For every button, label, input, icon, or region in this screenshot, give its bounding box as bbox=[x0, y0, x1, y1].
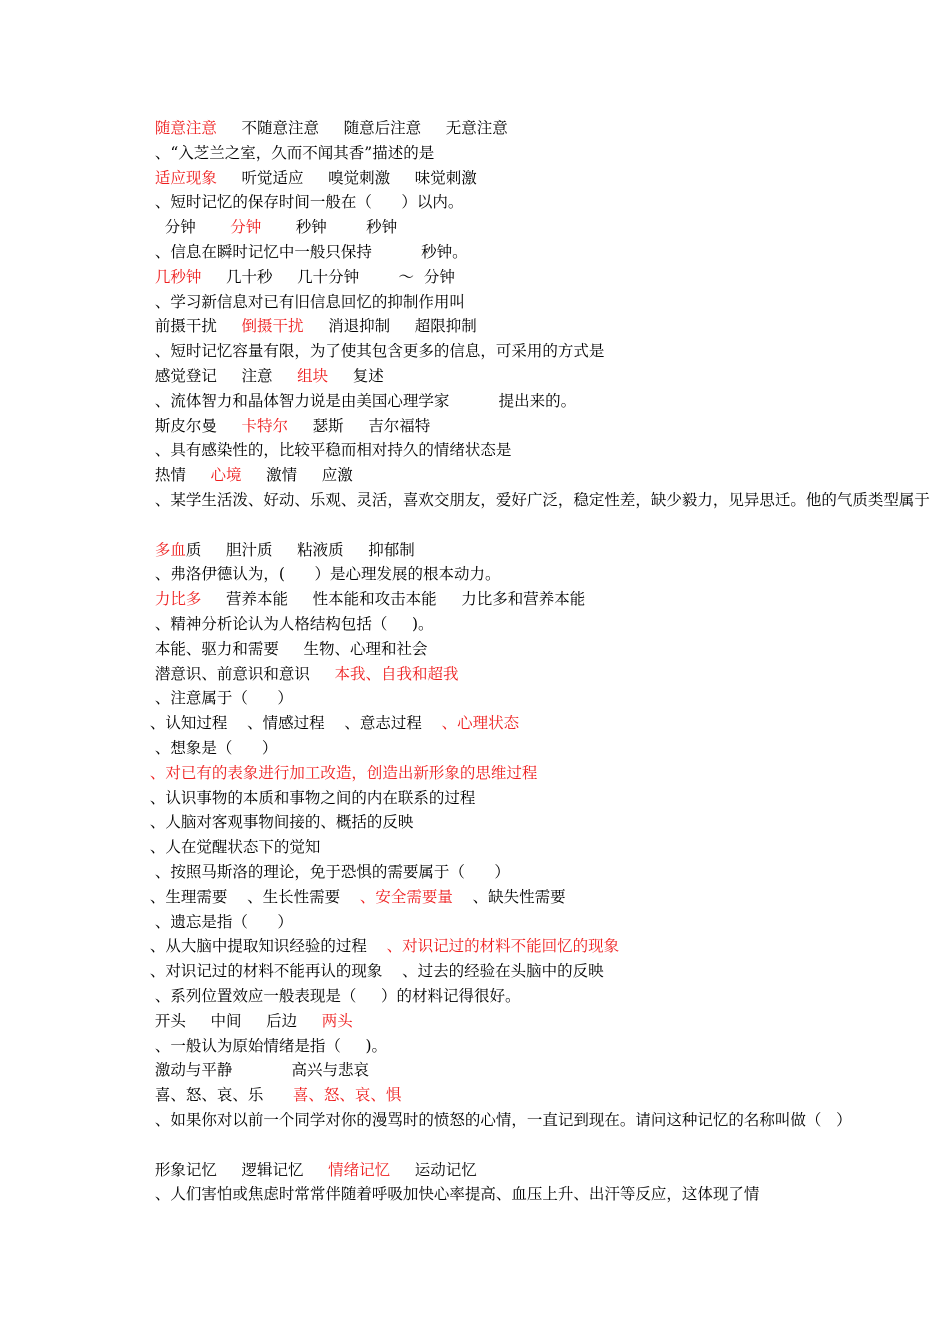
text-segment: 、“入芝兰之室，久而不闻其香”描述的是 bbox=[145, 143, 435, 162]
highlighted-answer: 情绪记忆 bbox=[328, 1160, 391, 1179]
text-segment: 潜意识、前意识和意识 bbox=[145, 664, 335, 683]
highlighted-answer: 卡特尔 bbox=[241, 416, 289, 435]
highlighted-answer: 适应现象 bbox=[145, 168, 217, 187]
text-segment: 、认识事物的本质和事物之间的内在联系的过程 bbox=[145, 788, 476, 807]
text-segment: 、人脑对客观事物间接的、概括的反映 bbox=[145, 813, 414, 832]
text-line bbox=[145, 414, 810, 439]
text-line bbox=[145, 314, 810, 339]
text-segment: 营养本能 性本能和攻击本能 力比多和营养本能 bbox=[201, 590, 586, 609]
text-line bbox=[145, 240, 810, 265]
text-segment: 前摄干扰 bbox=[145, 317, 242, 336]
text-line bbox=[145, 910, 810, 935]
text-line bbox=[145, 934, 810, 959]
highlighted-answer: 喜、怒、哀、惧 bbox=[292, 1086, 402, 1105]
text-line bbox=[145, 562, 810, 587]
text-segment: 运动记忆 bbox=[390, 1160, 477, 1179]
text-line bbox=[145, 166, 810, 191]
text-line bbox=[145, 662, 810, 687]
text-segment: 、一般认为原始情绪是指（ )。 bbox=[145, 1036, 388, 1055]
text-segment: 、信息在瞬时记忆中一般只保持 秒钟。 bbox=[145, 243, 468, 261]
text-line bbox=[145, 761, 810, 786]
text-line bbox=[145, 686, 810, 711]
highlighted-answer: 几秒钟 bbox=[145, 267, 202, 286]
highlighted-answer: 、对已有的表象进行加工改造，创造出新形象的思维过程 bbox=[145, 763, 538, 782]
text-segment: 、遗忘是指（ ） bbox=[145, 912, 293, 931]
text-line bbox=[145, 438, 810, 463]
text-segment: 几十秒 几十分钟 ～ 分钟 bbox=[201, 267, 455, 286]
text-line bbox=[145, 786, 810, 811]
text-line bbox=[145, 959, 810, 984]
text-line bbox=[145, 1158, 810, 1183]
text-segment: 、系列位置效应一般表现是（ ）的材料记得很好。 bbox=[145, 987, 521, 1005]
text-segment: 分钟 bbox=[145, 218, 231, 237]
highlighted-answer: 心境 bbox=[210, 466, 242, 485]
text-segment: 、具有感染性的，比较平稳而相对持久的情绪状态是 bbox=[145, 441, 512, 460]
text-segment: 喜、怒、哀、乐 bbox=[145, 1086, 293, 1105]
text-segment: 、人在觉醒状态下的觉知 bbox=[145, 838, 321, 857]
text-segment: 、想象是（ ） bbox=[145, 739, 278, 757]
highlighted-answer: 倒摄干扰 bbox=[241, 317, 304, 336]
text-segment: 开头 中间 后边 bbox=[145, 1011, 322, 1030]
text-segment: 、弗洛伊德认为，( ）是心理发展的根本动力。 bbox=[145, 565, 501, 584]
text-line bbox=[145, 265, 810, 290]
text-line bbox=[145, 736, 810, 761]
text-line bbox=[145, 587, 810, 612]
text-line bbox=[145, 984, 810, 1009]
text-segment: 、缺失性需要 bbox=[452, 887, 566, 906]
text-line bbox=[145, 463, 810, 488]
text-line bbox=[145, 637, 810, 662]
text-segment: 不随意注意 随意后注意 无意注意 bbox=[216, 119, 508, 137]
text-line bbox=[145, 141, 810, 166]
text-segment: 听觉适应 嗅觉刺激 味觉刺激 bbox=[216, 168, 477, 187]
text-line bbox=[145, 1108, 852, 1133]
text-segment: 、认知过程 、情感过程 、意志过程 bbox=[145, 714, 442, 733]
text-line bbox=[145, 711, 810, 736]
text-segment: 激情 应激 bbox=[241, 466, 353, 485]
text-line bbox=[145, 835, 810, 860]
text-segment: 斯皮尔曼 bbox=[145, 416, 242, 435]
text-segment: 、精神分析论认为人格结构包括（ )。 bbox=[145, 615, 434, 633]
text-line bbox=[145, 1009, 810, 1034]
text-segment: 、流体智力和晶体智力说是由美国心理学家 提出来的。 bbox=[145, 391, 577, 410]
highlighted-answer: 、心理状态 bbox=[441, 714, 520, 733]
text-segment: 秒钟 秒钟 bbox=[261, 218, 398, 237]
text-line bbox=[145, 1083, 810, 1108]
text-line bbox=[145, 538, 810, 563]
highlighted-answer: 力比多 bbox=[145, 590, 202, 609]
text-segment: 消退抑制 超限抑制 bbox=[303, 317, 477, 336]
text-segment: 、生理需要 、生长性需要 bbox=[145, 887, 360, 906]
text-segment: 感觉登记 注意 bbox=[145, 367, 298, 385]
text-segment: 本能、驱力和需要 生物、心理和社会 bbox=[145, 639, 428, 658]
text-line bbox=[145, 612, 810, 637]
text-segment: 、人们害怕或焦虑时常常伴随着呼吸加快心率提高、血压上升、出汗等反应，这体现了情 bbox=[145, 1185, 760, 1204]
text-segment: 形象记忆 逻辑记忆 bbox=[145, 1160, 329, 1179]
text-segment: 、从大脑中提取知识经验的过程 bbox=[145, 937, 387, 956]
highlighted-answer: 两头 bbox=[321, 1011, 353, 1030]
text-segment: 、对识记过的材料不能再认的现象 、过去的经验在头脑中的反映 bbox=[145, 962, 604, 981]
text-segment: 、短时记忆容量有限，为了使其包含更多的信息，可采用的方式是 bbox=[145, 342, 605, 361]
text-line bbox=[145, 1058, 810, 1083]
text-segment: 、注意属于（ ） bbox=[145, 689, 293, 708]
highlighted-answer: 本我、自我和超我 bbox=[334, 664, 459, 683]
text-line bbox=[145, 488, 930, 513]
text-segment: 、某学生活泼、好动、乐观、灵活，喜欢交朋友，爱好广泛，稳定性差，缺少毅力，见异思迁。他的气质类型属于 bbox=[145, 491, 930, 509]
text-line bbox=[145, 810, 810, 835]
text-segment: 激动与平静 高兴与悲哀 bbox=[145, 1061, 369, 1080]
text-segment: 热情 bbox=[145, 466, 211, 485]
text-segment: 、学习新信息对已有旧信息回忆的抑制作用叫 bbox=[145, 292, 465, 311]
text-line bbox=[145, 290, 810, 315]
highlighted-answer: 分钟 bbox=[230, 218, 262, 237]
text-line bbox=[145, 364, 810, 389]
text-segment: 、短时记忆的保存时间一般在（ ）以内。 bbox=[145, 193, 464, 212]
text-segment: 质 胆汁质 粘液质 抑郁制 bbox=[185, 540, 415, 559]
highlighted-answer: 组块 bbox=[297, 367, 329, 385]
text-line bbox=[145, 215, 810, 240]
text-line bbox=[145, 860, 810, 885]
text-line bbox=[145, 885, 810, 910]
text-line bbox=[145, 1182, 810, 1207]
highlighted-answer: 、安全需要量 bbox=[359, 887, 453, 906]
text-segment: 复述 bbox=[328, 367, 384, 385]
highlighted-answer: 随意注意 bbox=[145, 119, 217, 137]
text-line bbox=[145, 1034, 810, 1059]
highlighted-answer: 、对识记过的材料不能回忆的现象 bbox=[386, 937, 620, 956]
text-segment: 、按照马斯洛的理论，免于恐惧的需要属于（ ） bbox=[145, 863, 510, 881]
text-segment: 瑟斯 吉尔福特 bbox=[288, 416, 431, 435]
text-line bbox=[145, 339, 810, 364]
text-line bbox=[145, 389, 810, 414]
text-line bbox=[145, 116, 810, 141]
text-line bbox=[145, 190, 810, 215]
text-segment: 、如果你对以前一个同学对你的漫骂时的愤怒的心情，一直记到现在。请问这种记忆的名称叫做（ ） bbox=[145, 1111, 852, 1129]
highlighted-answer: 多血 bbox=[145, 540, 186, 559]
